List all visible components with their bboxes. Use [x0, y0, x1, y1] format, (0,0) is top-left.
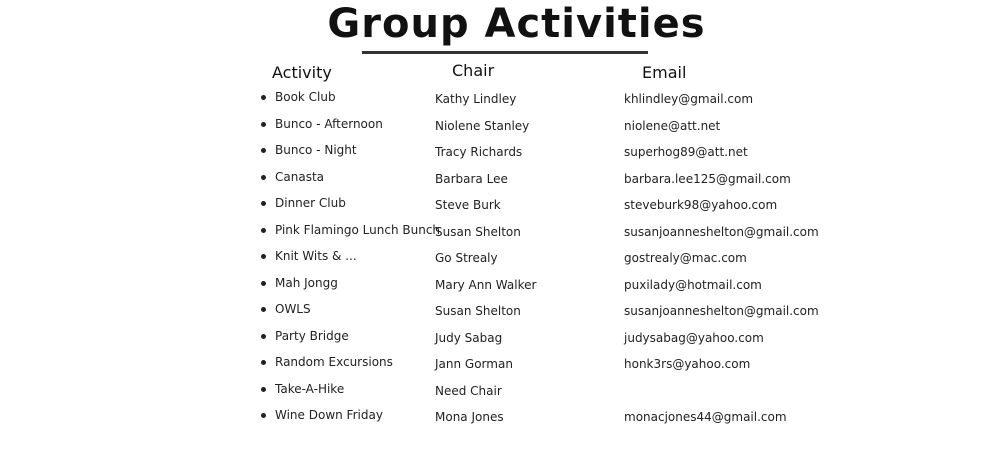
- bullet-icon: [261, 228, 266, 233]
- chair-name: Susan Shelton: [435, 224, 521, 239]
- chair-name: Tracy Richards: [435, 145, 523, 159]
- activity-name: Take-A-Hike: [275, 381, 345, 396]
- activity-row: [0, 221, 1000, 248]
- chair-name: Mary Ann Walker: [435, 277, 537, 292]
- chair-name: Jann Gorman: [435, 357, 513, 371]
- chair-email[interactable]: khlindley@gmail.com: [624, 92, 754, 106]
- bullet-icon: [261, 334, 266, 339]
- activity-row: [0, 168, 1000, 195]
- activity-row: [0, 88, 1000, 115]
- title-underline: [362, 51, 648, 54]
- activity-name: Dinner Club: [275, 196, 346, 210]
- activity-name: Book Club: [275, 90, 336, 104]
- chair-name: Steve Burk: [435, 198, 501, 212]
- bullet-icon: [261, 122, 266, 127]
- bullet-icon: [261, 413, 266, 418]
- activity-row: [0, 353, 1000, 380]
- chair-email[interactable]: monacjones44@gmail.com: [624, 410, 787, 424]
- chair-name: Go Strealy: [435, 251, 498, 265]
- activity-row: [0, 115, 1000, 142]
- chair-email[interactable]: susanjoanneshelton@gmail.com: [624, 304, 819, 318]
- bullet-icon: [261, 95, 266, 100]
- bullet-icon: [261, 175, 266, 180]
- activity-name: Bunco - Night: [275, 143, 357, 157]
- bullet-icon: [261, 148, 266, 153]
- activity-name: Mah Jongg: [275, 275, 338, 290]
- chair-email[interactable]: superhog89@att.net: [624, 145, 748, 159]
- chair-name: Need Chair: [435, 383, 502, 398]
- activity-row: [0, 274, 1000, 301]
- chair-name: Mona Jones: [435, 410, 504, 424]
- chair-name: Susan Shelton: [435, 304, 521, 318]
- chair-name: Judy Sabag: [435, 330, 503, 345]
- chair-email[interactable]: susanjoanneshelton@gmail.com: [624, 224, 819, 239]
- bullet-icon: [261, 387, 266, 392]
- chair-email[interactable]: gostrealy@mac.com: [624, 251, 747, 265]
- activity-column-header: Activity: [272, 63, 332, 82]
- bullet-icon: [261, 307, 266, 312]
- activity-row: [0, 380, 1000, 407]
- bullet-icon: [261, 201, 266, 206]
- bullet-icon: [261, 360, 266, 365]
- chair-name: Barbara Lee: [435, 171, 508, 186]
- chair-email[interactable]: judysabag@yahoo.com: [624, 330, 764, 345]
- chair-email[interactable]: honk3rs@yahoo.com: [624, 357, 751, 371]
- activity-row: [0, 406, 1000, 433]
- activity-row: [0, 327, 1000, 354]
- chair-name: Niolene Stanley: [435, 118, 530, 133]
- chair-email[interactable]: puxilady@hotmail.com: [624, 277, 762, 292]
- chair-name: Kathy Lindley: [435, 92, 517, 106]
- bullet-icon: [261, 281, 266, 286]
- activity-name: Random Excursions: [275, 355, 393, 369]
- activity-row: [0, 194, 1000, 221]
- activity-name: Party Bridge: [275, 328, 349, 343]
- activity-name: Wine Down Friday: [275, 408, 383, 422]
- activity-row: [0, 247, 1000, 274]
- activities-list: [0, 88, 1000, 433]
- activity-row: [0, 141, 1000, 168]
- page-title: Group Activities: [327, 1, 706, 47]
- chair-column-header: Chair: [452, 61, 495, 80]
- bullet-icon: [261, 254, 266, 259]
- email-column-header: Email: [642, 63, 687, 82]
- activity-name: Pink Flamingo Lunch Bunch: [275, 222, 441, 237]
- chair-email[interactable]: barbara.lee125@gmail.com: [624, 171, 791, 186]
- chair-email[interactable]: steveburk98@yahoo.com: [624, 198, 778, 212]
- activity-row: [0, 300, 1000, 327]
- activity-name: Knit Wits & ...: [275, 249, 357, 263]
- activity-name: Canasta: [275, 169, 325, 184]
- activity-name: OWLS: [275, 302, 311, 316]
- activity-name: Bunco - Afternoon: [275, 116, 383, 131]
- chair-email[interactable]: niolene@att.net: [624, 118, 721, 133]
